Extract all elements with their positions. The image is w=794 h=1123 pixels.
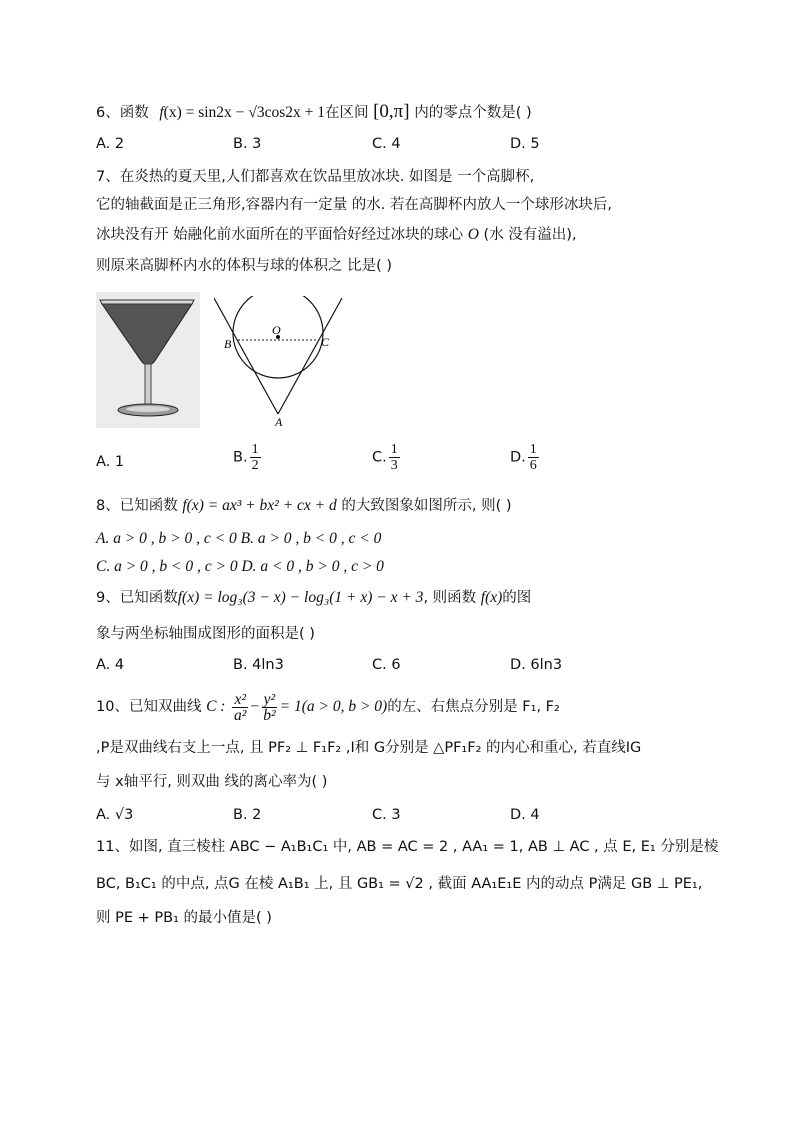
q11-line3: 则 PE + PB₁ 的最小值是( )	[96, 910, 272, 926]
q7-option-a: A. 1	[96, 454, 125, 470]
q10-line3: 与 x轴平行, 则双曲 线的离心率为( )	[96, 774, 328, 790]
label-b: B	[224, 337, 232, 351]
q10-option-a: A. √3	[96, 807, 134, 823]
q7-line3: 冰块没有开 始融化前水面所在的平面恰好经过冰块的球心 O (水 没有溢出),	[96, 226, 577, 243]
q9-option-d: D. 6ln3	[510, 657, 563, 673]
q8-stem: 8、已知函数 f(x) = ax³ + bx² + cx + d 的大致图象如图所示, 则( )	[96, 497, 512, 514]
q6-stem: 6、函数 f(x) = sin2x − √3cos2x + 1在区间 [0,π] 内的零点个数是( )	[96, 101, 532, 122]
q7-line1: 7、在炎热的夏天里,人们都喜欢在饮品里放冰块. 如图是 一个高脚杯,	[96, 169, 535, 185]
cone-sphere-diagram	[214, 296, 344, 432]
q6-option-d: D. 5	[510, 136, 540, 152]
q7-line2: 它的轴截面是正三角形,容器内有一定量 的水. 若在高脚杯内放人一个球形冰块后,	[96, 197, 613, 213]
label-a: A	[275, 415, 283, 429]
q9-stem: 9、已知函数f(x) = log₃(3 − x) − log₃(1 + x) − x + 3, 则函数 f(x)的图	[96, 589, 532, 606]
q7-option-d: D. $\frac{1}{6}$	[510, 442, 537, 473]
goblet-photo	[96, 292, 200, 428]
q8-options-ab: A. a > 0 , b > 0 , c < 0 B. a > 0 , b < 0 , c < 0	[96, 530, 382, 547]
label-o: O	[272, 323, 281, 337]
q7-option-c: C. $\frac{1}{3}$	[372, 442, 398, 473]
label-c: C	[321, 335, 330, 349]
q9-option-c: C. 6	[372, 657, 401, 673]
q10-stem: 10、已知双曲线 C : $\frac{\text{x²}}{\text{a²}}$ − $\frac{\text{y²}}{\text{b²}}$ = 1(a > 0, b > 0)的左、右焦点分别是 F₁, F₂	[96, 690, 560, 724]
q9-line2: 象与两坐标轴围成图形的面积是( )	[96, 626, 315, 642]
q7-option-b: B. $\frac{1}{2}$	[233, 442, 259, 473]
q6-option-b: B. 3	[233, 136, 262, 152]
q8-options-cd: C. a > 0 , b < 0 , c > 0 D. a < 0 , b > 0 , c > 0	[96, 558, 384, 575]
q6-option-a: A. 2	[96, 136, 125, 152]
q9-option-b: B. 4ln3	[233, 657, 284, 673]
q10-option-d: D. 4	[510, 807, 540, 823]
q11-line2: BC, B₁C₁ 的中点, 点G 在棱 A₁B₁ 上, 且 GB₁ = √2 , 截面 AA₁E₁E 内的动点 P满足 GB ⊥ PE₁,	[96, 876, 703, 892]
q7-line4: 则原来高脚杯内水的体积与球的体积之 比是( )	[96, 258, 393, 274]
q11-line1: 11、如图, 直三棱柱 ABC − A₁B₁C₁ 中, AB = AC = 2 , AA₁ = 1, AB ⊥ AC , 点 E, E₁ 分别是棱	[96, 839, 719, 855]
q10-option-c: C. 3	[372, 807, 401, 823]
q10-option-b: B. 2	[233, 807, 262, 823]
q10-line2: ,P是双曲线右支上一点, 且 PF₂ ⊥ F₁F₂ ,I和 G分别是 △PF₁F₂ 的内心和重心, 若直线IG	[96, 740, 642, 756]
q6-option-c: C. 4	[372, 136, 401, 152]
q9-option-a: A. 4	[96, 657, 125, 673]
